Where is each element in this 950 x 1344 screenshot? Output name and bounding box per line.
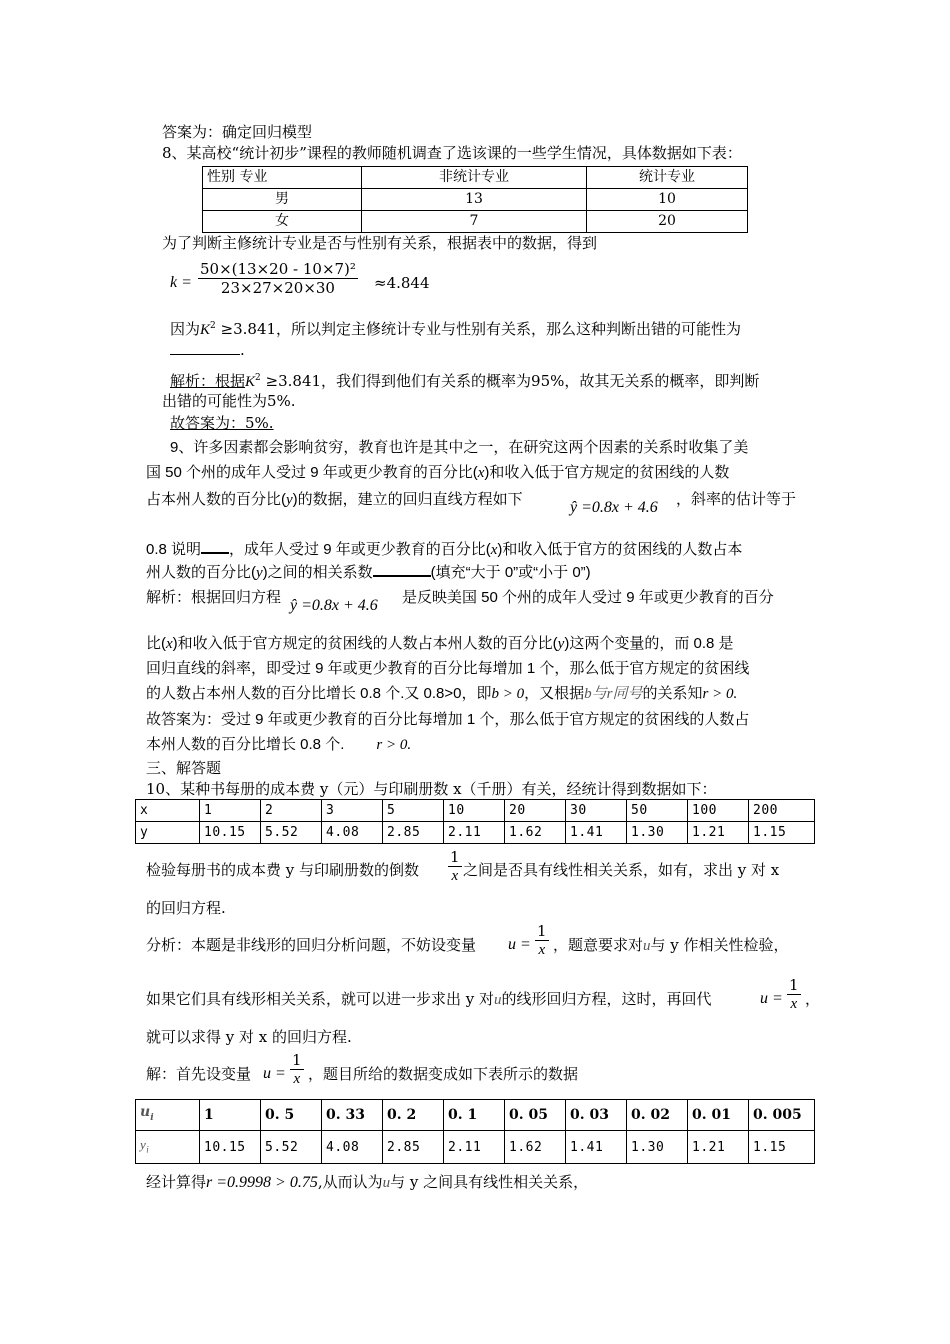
u-fraction-3	[290, 1051, 304, 1088]
frac-denominator: x	[538, 942, 546, 958]
q10-intro: 10、某种书每册的成本费 y（元）与印刷册数 x（千册）有关，经统计得到数据如下：	[146, 780, 717, 798]
frac-numerator: 1	[450, 848, 460, 866]
q8-intro: 8、某高校“统计初步”课程的教师随机调查了选该课的一些学生情况，具体数据如下表：	[162, 144, 742, 162]
q9-line-4	[146, 538, 742, 560]
u-equals-2: u =	[760, 990, 783, 1007]
section-3-title: 三、解答题	[146, 759, 222, 777]
table-cell: y	[136, 822, 200, 844]
q10-table-2	[135, 1099, 815, 1164]
q9-line-11	[146, 735, 411, 755]
table-cell: 1.21	[688, 822, 749, 844]
q10-check-b: 之间是否具有线性相关关系，如有，求出 y 对 x	[463, 861, 780, 879]
table-cell: 20	[505, 800, 566, 822]
text: )和收入低于官方规定的贫困线的人数	[484, 464, 730, 481]
q10-analysis-2c: ，	[805, 990, 821, 1008]
table-cell: 10	[444, 800, 505, 822]
table-cell: 1	[200, 1100, 261, 1131]
table-cell: 1.62	[505, 1131, 566, 1164]
table-row	[136, 800, 815, 822]
regression-equation: ŷ =0.8x + 4.6	[570, 499, 658, 516]
text: 占本州人数的百分比(	[146, 491, 286, 508]
q8-because: 因为$K^2 \ge 3.841$，所以判定主修统计专业与性别有关系，那么这种判断出错的可能性为	[170, 320, 742, 338]
r-value: r =0.9998 > 0.75	[206, 1174, 318, 1191]
text: 州人数的百分比(	[146, 564, 256, 581]
q8-answer: 故答案为：5%.	[170, 414, 274, 432]
r-gt-0: r > 0.	[376, 737, 412, 753]
table-cell: x	[136, 800, 200, 822]
table-cell: 1.15	[749, 1131, 815, 1164]
q10-analysis-3: 就可以求得 y 对 x 的回归方程.	[146, 1028, 352, 1046]
because-pre: 因为	[170, 320, 201, 338]
u-fraction-2	[787, 976, 801, 1013]
text: 如果它们具有线形相关关系，就可以进一步求出 y 对	[146, 990, 495, 1008]
table-cell: 5	[383, 800, 444, 822]
q8-blank	[170, 340, 245, 360]
table-cell: 10.15	[200, 822, 261, 844]
formula-rhs: ≈4.844	[374, 274, 430, 292]
q10-final	[146, 1172, 588, 1193]
table-cell: 0. 5	[261, 1100, 322, 1131]
table-row	[136, 822, 815, 844]
table-cell: 统计专业	[587, 167, 748, 189]
q8-table	[202, 166, 748, 233]
var-y: y	[256, 565, 263, 581]
formula-fraction	[198, 260, 358, 297]
text: 的关系知	[642, 685, 703, 702]
analysis-post: ≥3.841，我们得到他们有关系的概率为95%，故其无关系的概率，即判断	[260, 372, 760, 390]
text: u	[140, 1103, 151, 1120]
table-cell	[136, 1131, 200, 1164]
table-cell: 4.08	[322, 822, 383, 844]
q10-analysis-2	[146, 989, 712, 1010]
reciprocal-fraction	[448, 848, 462, 885]
q9-line-9	[146, 684, 737, 704]
table-row	[203, 211, 748, 233]
table-row	[203, 189, 748, 211]
var-u: u	[494, 992, 502, 1008]
text: 与 y 之间具有线性相关关系，	[390, 1173, 589, 1191]
table-cell: 50	[627, 800, 688, 822]
text: (填充“大于 0”或“小于 0”)	[430, 564, 591, 581]
table-cell: 2.11	[444, 1131, 505, 1164]
table-row	[136, 1100, 815, 1131]
q9-line-5	[146, 561, 591, 583]
table-cell: 2.85	[383, 822, 444, 844]
r-gt-0: r > 0.	[702, 686, 738, 702]
table-cell: 30	[566, 800, 627, 822]
var-y: y	[557, 636, 565, 652]
q8-judge: 为了判断主修统计专业是否与性别有关系，根据表中的数据，得到	[162, 234, 598, 252]
table-cell: 0. 01	[688, 1100, 749, 1131]
table-cell: 0. 33	[322, 1100, 383, 1131]
table-cell: 0. 2	[383, 1100, 444, 1131]
var-x: x	[490, 542, 498, 558]
var-u: u	[382, 1175, 391, 1191]
table-cell: 0. 005	[749, 1100, 815, 1131]
text: )这两个变量的，而 0.8 是	[564, 635, 734, 652]
var-x: x	[477, 465, 485, 481]
q8-analysis: 解析：根据$K^2 \ge 3.841$，我们得到他们有关系的概率为95%，故其无关系的概率，即判断	[170, 372, 760, 390]
text: ，成年人受过 9 年或更少教育的百分比(	[229, 541, 491, 558]
answer-blank	[201, 538, 229, 554]
table-cell: 4.08	[322, 1131, 383, 1164]
subscript: i	[150, 1112, 154, 1123]
table-cell: 2	[261, 800, 322, 822]
table-cell: 女	[203, 211, 362, 233]
blank-period: .	[240, 341, 245, 359]
formula-denominator: 23×27×20×30	[220, 279, 335, 297]
var-x: x	[166, 636, 173, 652]
q10-check-a: 检验每册书的成本费 y 与印刷册数的倒数	[146, 861, 420, 879]
text: 的线形回归方程，这时，再回代	[501, 990, 712, 1008]
q10-table-1	[135, 799, 815, 844]
formula-lhs: k =	[170, 274, 192, 291]
q8-analysis-line2: 出错的可能性为5%.	[162, 392, 296, 410]
text: 与 y 作相关性检验，	[650, 936, 789, 954]
q10-analysis-1	[553, 935, 789, 956]
frac-denominator: x	[451, 868, 459, 884]
table-cell: 1	[200, 800, 261, 822]
table-cell: 1.41	[566, 822, 627, 844]
text: )的数据，建立的回归直线方程如下	[292, 491, 523, 508]
subscript: i	[146, 1144, 150, 1155]
formula-numerator: 50×(13×20 - 10×7)²	[200, 260, 356, 278]
text: )之间的相关系数	[262, 564, 373, 581]
var-y: y	[286, 492, 293, 508]
table-cell: 1.15	[749, 822, 815, 844]
answer-line-7: 答案为：确定回归模型	[162, 123, 313, 141]
text: )和收入低于官方的贫困线的人数占本	[497, 541, 743, 558]
text: 本州人数的百分比增长 0.8 个.	[146, 736, 345, 753]
table-cell: 0. 02	[627, 1100, 688, 1131]
table-cell: 1.41	[566, 1131, 627, 1164]
q9-line-8: 回归直线的斜率，即受过 9 年或更少教育的百分比每增加 1 个，那么低于官方规定的贫困线	[146, 660, 750, 677]
table-cell: 3	[322, 800, 383, 822]
u-equals: u =	[508, 936, 531, 953]
text: ，题意要求对	[553, 936, 644, 954]
table-cell: 5.52	[261, 822, 322, 844]
frac-numerator: 1	[292, 1051, 302, 1069]
table-cell	[136, 1100, 200, 1131]
table-cell: 10.15	[200, 1131, 261, 1164]
q9-line-7	[146, 634, 734, 654]
table-cell: 0. 05	[505, 1100, 566, 1131]
text: 比(	[146, 635, 166, 652]
table-cell: 1.21	[688, 1131, 749, 1164]
text: 国 50 个州的成年人受过 9 年或更少教育的百分比(	[146, 464, 478, 481]
table-cell: 1.62	[505, 822, 566, 844]
table-cell: 1.30	[627, 1131, 688, 1164]
b-r-same-sign: b与r同号	[584, 686, 643, 702]
text: 经计算得	[146, 1173, 207, 1191]
table-cell: 20	[587, 211, 748, 233]
table-row	[203, 167, 748, 189]
table-cell: 5.52	[261, 1131, 322, 1164]
var-u: u	[643, 938, 651, 954]
q9-line-1: 9、许多因素都会影响贫穷，教育也许是其中之一，在研究这两个因素的关系时收集了美	[170, 439, 749, 456]
q10-check-c: 的回归方程.	[146, 899, 226, 917]
q9-analysis-b: 是反映美国 50 个州的成年人受过 9 年或更少教育的百分	[402, 589, 774, 606]
table-cell: 2.85	[383, 1131, 444, 1164]
q9-line-10: 故答案为：受过 9 年或更少教育的百分比每增加 1 个，那么低于官方规定的贫困线的人数占	[146, 711, 750, 728]
text: y	[140, 1136, 147, 1152]
q9-line-2	[146, 463, 729, 483]
because-post: ≥3.841，所以判定主修统计专业与性别有关系，那么这种判断出错的可能性为	[215, 320, 742, 338]
regression-equation-2: ŷ =0.8x + 4.6	[290, 597, 378, 614]
q9-analysis-a: 解析：根据回归方程	[146, 589, 282, 606]
q10-analysis-1a: 分析：本题是非线形的回归分析问题，不妨设变量	[146, 936, 477, 954]
frac-numerator: 1	[789, 976, 799, 994]
u-equals-3: u =	[263, 1065, 286, 1082]
table-cell: 2.11	[444, 822, 505, 844]
table-cell: 非统计专业	[362, 167, 587, 189]
table-cell: 7	[362, 211, 587, 233]
table-cell: 10	[587, 189, 748, 211]
text: 的人数占本州人数的百分比增长 0.8 个.又 0.8>0，即	[146, 685, 492, 702]
q10-solution-a: 解：首先设变量	[146, 1065, 252, 1083]
q10-solution-b: ，题目所给的数据变成如下表所示的数据	[308, 1065, 579, 1083]
answer-blank	[170, 340, 240, 355]
table-cell: 男	[203, 189, 362, 211]
table-cell: 1.30	[627, 822, 688, 844]
table-row	[136, 1131, 815, 1164]
b-gt-0: b > 0	[491, 686, 525, 702]
table-cell: 100	[688, 800, 749, 822]
text: 0.8 说明	[146, 541, 202, 558]
table-cell: 0. 03	[566, 1100, 627, 1131]
table-cell: 13	[362, 189, 587, 211]
text: )和收入低于官方规定的贫困线的人数占本州人数的百分比(	[172, 635, 558, 652]
text: ,从而认为	[317, 1173, 383, 1191]
text: ，又根据	[524, 685, 585, 702]
u-fraction	[535, 922, 549, 959]
table-cell: 0. 1	[444, 1100, 505, 1131]
table-cell: 200	[749, 800, 815, 822]
analysis-pre: 解析：根据	[170, 372, 246, 390]
frac-denominator: x	[790, 996, 798, 1012]
answer-blank	[373, 561, 431, 577]
frac-numerator: 1	[537, 922, 547, 940]
frac-denominator: x	[293, 1071, 301, 1087]
table-cell: 性别 专业	[203, 167, 362, 189]
q9-line-3c: ，斜率的估计等于	[676, 491, 797, 508]
q9-line-3	[146, 490, 523, 510]
